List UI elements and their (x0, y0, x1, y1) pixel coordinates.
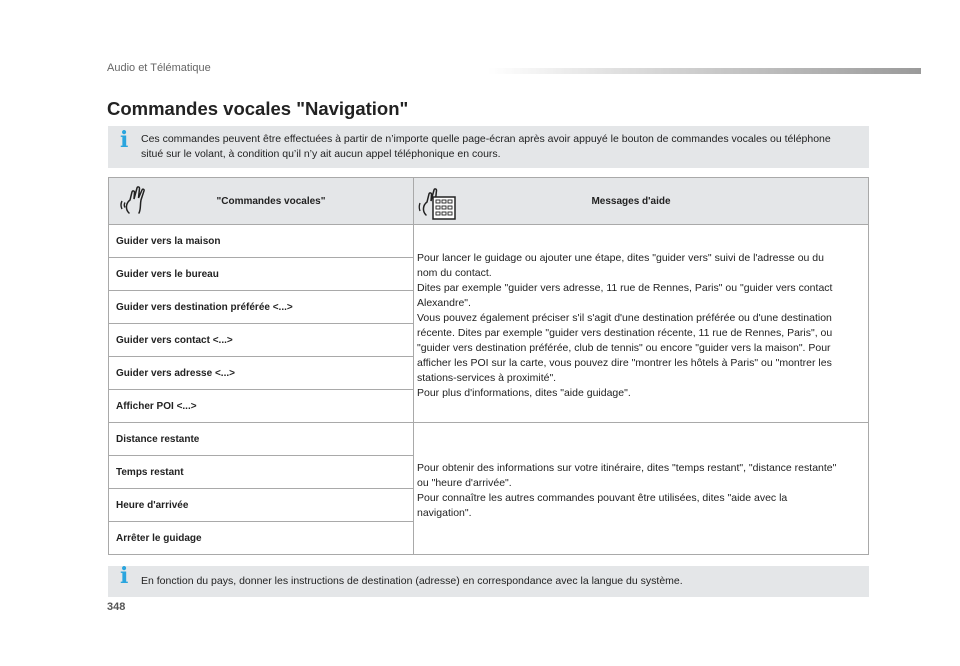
help-cell-guidance (414, 225, 869, 423)
help-line: Pour connaître les autres commandes pouvant être utilisées, dites "aide avec la (417, 491, 788, 504)
command-cell: Guider vers la maison (109, 225, 414, 258)
help-line: navigation". (417, 506, 472, 519)
help-line: Vous pouvez également préciser s'il s'agit d'une destination préférée ou d'une destination (417, 311, 832, 324)
help-line: "guider vers destination préférée, club de tennis" ou encore "guider vers la maison". Pour (417, 341, 831, 354)
info-text-top: Ces commandes peuvent être effectuées à partir de n’importe quelle page-écran après avoir appuyé le bouton de commandes vocales ou téléphone situé sur le volant, à condition qu’il n’y ait aucun appel téléphonique en cours. (141, 133, 831, 160)
info-box-top (108, 126, 869, 168)
command-cell: Guider vers contact <...> (109, 324, 414, 357)
col-header-help-label: Messages d'aide (591, 195, 671, 207)
table-row (109, 423, 869, 456)
col-header-commands (109, 178, 414, 225)
command-cell: Arrêter le guidage (109, 522, 414, 555)
command-cell: Guider vers le bureau (109, 258, 414, 291)
info-text-bottom: En fonction du pays, donner les instructions de destination (adresse) en correspondance avec la langue du système. (141, 575, 683, 587)
command-cell: Distance restante (109, 423, 414, 456)
help-line: afficher les POI sur la carte, vous pouvez dire "montrer les hôtels à Paris" ou "montrer les (417, 356, 832, 369)
help-line: Pour obtenir des informations sur votre itinéraire, dites "temps restant", "distance restante" (417, 461, 837, 474)
section-title: Audio et Télématique (107, 62, 211, 74)
page-number: 348 (107, 601, 126, 613)
table-row (109, 225, 869, 258)
command-cell: Temps restant (109, 456, 414, 489)
help-line: nom du contact. (417, 266, 492, 279)
page-title: Commandes vocales "Navigation" (107, 98, 409, 119)
command-cell: Guider vers adresse <...> (109, 357, 414, 390)
help-line: stations-services à proximité". (417, 371, 557, 384)
help-line: Dites par exemple "guider vers adresse, 11 rue de Rennes, Paris" ou "guider vers contact (417, 281, 833, 294)
info-icon: i (120, 127, 129, 153)
col-header-help (414, 178, 869, 225)
voice-command-hand-icon (117, 183, 151, 220)
help-screen-hand-icon (418, 183, 458, 224)
command-cell: Heure d'arrivée (109, 489, 414, 522)
voice-commands-table (108, 177, 869, 555)
col-header-commands-label: "Commandes vocales" (216, 195, 326, 207)
command-cell: Guider vers destination préférée <...> (109, 291, 414, 324)
help-line: Pour lancer le guidage ou ajouter une étape, dites "guider vers" suivi de l'adresse ou du (417, 251, 824, 264)
help-line: récente. Dites par exemple "guider vers destination récente, 11 rue de Rennes, Paris", ou (417, 326, 833, 339)
help-line: Pour plus d'informations, dites "aide guidage". (417, 386, 631, 399)
table-header-row (109, 178, 869, 225)
command-cell: Afficher POI <...> (109, 390, 414, 423)
help-cell-itinerary (414, 423, 869, 555)
help-line: Alexandre". (417, 296, 471, 309)
info-box-bottom (108, 563, 869, 597)
info-icon: i (120, 563, 129, 589)
header-gradient-bar (488, 68, 921, 74)
help-line: ou "heure d'arrivée". (417, 476, 512, 489)
